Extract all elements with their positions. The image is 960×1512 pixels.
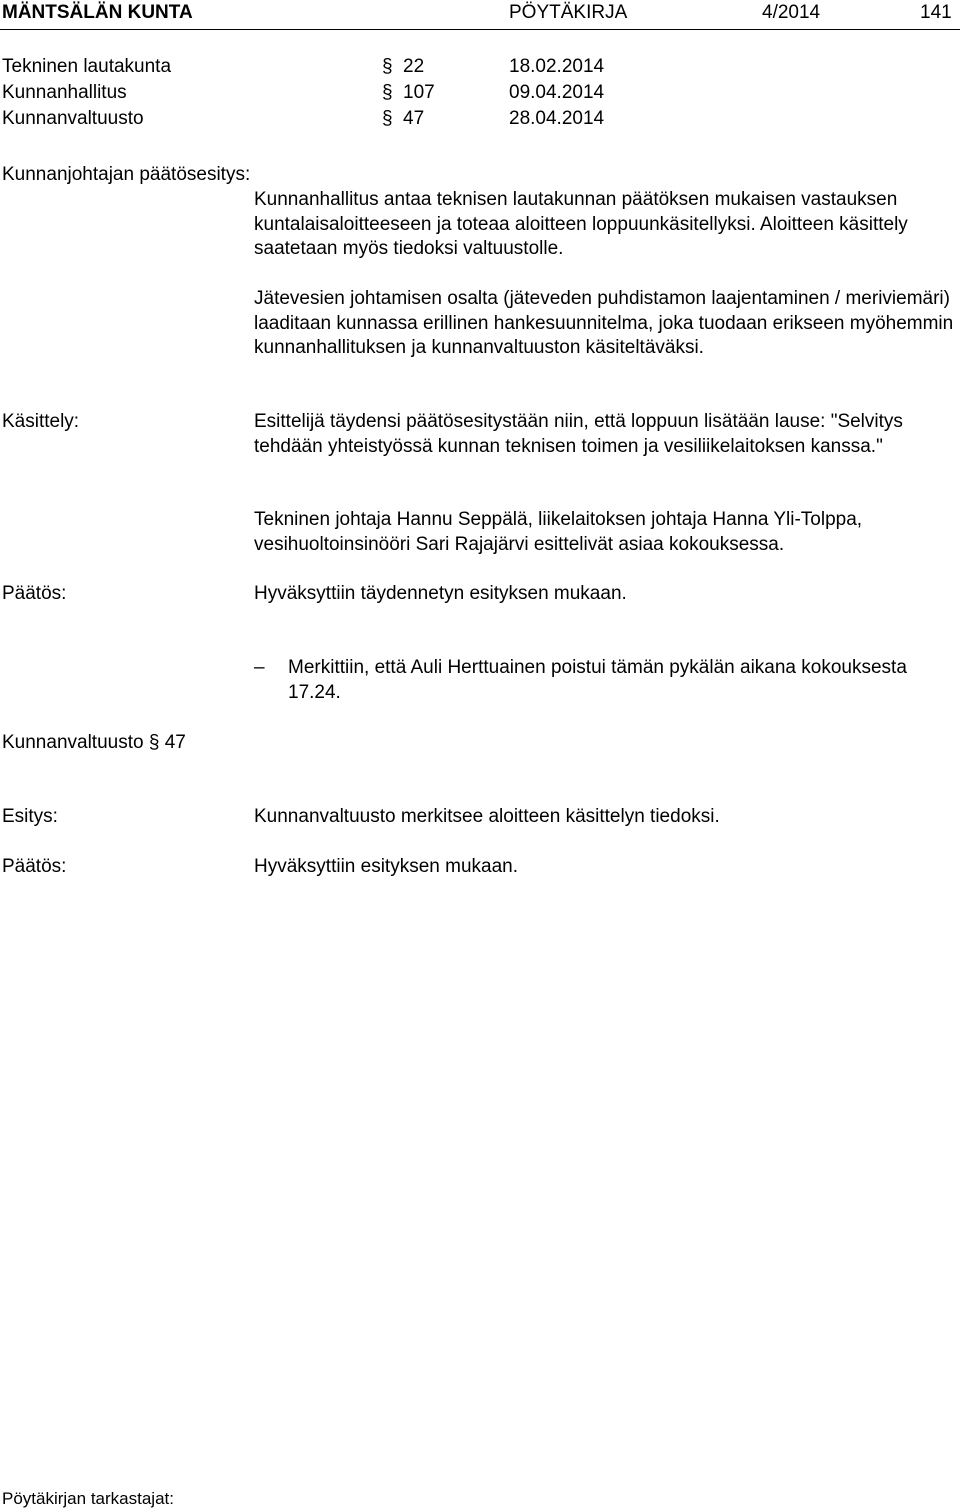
page-number: 141 <box>920 2 952 23</box>
reference-date: 18.02.2014 <box>509 56 605 77</box>
council-decision-label: Päätös: <box>2 856 67 877</box>
processing-label: Käsittely: <box>2 411 80 432</box>
section-sign: § <box>382 82 393 103</box>
dash-bullet: – <box>254 657 265 678</box>
council-heading-body: Kunnanvaltuusto <box>2 732 144 753</box>
proposal-label: Kunnanjohtajan päätösesitys: <box>2 164 251 185</box>
decision-label: Päätös: <box>2 583 67 604</box>
proposal-paragraph-2 <box>254 287 960 361</box>
council-heading <box>2 731 186 756</box>
issue-number: 4/2014 <box>762 2 821 23</box>
council-heading-section: 47 <box>164 732 186 753</box>
section-sign: § <box>148 732 160 753</box>
proposal-text-2: Jätevesien johtamisen osalta (jäteveden puhdistamon laajentaminen / meriviemäri) laaditaan kunnassa erillinen hankesuunnitelma, joka tuodaan erikseen myöhemmin kunnanhallituksen ja kunnanvaltuuston käsiteltäväksi. <box>254 288 954 358</box>
section-sign: § <box>382 108 393 129</box>
note-text: Merkittiin, että Auli Herttuainen poistui tämän pykälän aikana kokouksesta 17.24. <box>288 657 907 703</box>
reference-date: 09.04.2014 <box>509 82 605 103</box>
reference-section: 22 <box>403 56 425 77</box>
processing-text-1: Esittelijä täydensi päätösesitystään niin, että loppuun lisätään lause: "Selvitys tehdään yhteistyössä kunnan teknisen toimen ja vesiliikelaitoksen kanssa." <box>254 411 903 457</box>
reference-body: Kunnanvaltuusto <box>2 108 144 129</box>
processing-paragraph-2 <box>254 508 960 557</box>
decision-text: Hyväksyttiin täydennetyn esityksen mukaan. <box>254 583 627 604</box>
minutes-checkers-label: Pöytäkirjan tarkastajat: <box>2 1489 174 1508</box>
header-divider <box>0 29 960 30</box>
proposal-text-1: Kunnanhallitus antaa teknisen lautakunnan päätöksen mukaisen vastauksen kuntalaisaloitteeseen ja toteaa aloitteen loppuunkäsitellyksi. Aloitteen käsittely saatetaan myös tiedoksi valtuustolle. <box>254 189 908 259</box>
reference-section: 107 <box>403 82 435 103</box>
document-type: PÖYTÄKIRJA <box>509 2 628 23</box>
reference-date: 28.04.2014 <box>509 108 605 129</box>
reference-body: Kunnanhallitus <box>2 82 127 103</box>
section-sign: § <box>382 56 393 77</box>
council-proposal-label: Esitys: <box>2 806 58 827</box>
reference-section: 47 <box>403 108 425 129</box>
processing-paragraph-1 <box>254 410 960 459</box>
proposal-paragraph-1 <box>254 188 960 262</box>
processing-text-2: Tekninen johtaja Hannu Seppälä, liikelaitoksen johtaja Hanna Yli-Tolppa, vesihuoltoinsinööri Sari Rajajärvi esittelivät asiaa kokouksessa. <box>254 509 863 555</box>
council-decision-text: Hyväksyttiin esityksen mukaan. <box>254 856 518 877</box>
reference-body: Tekninen lautakunta <box>2 56 172 77</box>
council-proposal-text: Kunnanvaltuusto merkitsee aloitteen käsittelyn tiedoksi. <box>254 806 720 827</box>
municipality-name: MÄNTSÄLÄN KUNTA <box>2 2 193 23</box>
